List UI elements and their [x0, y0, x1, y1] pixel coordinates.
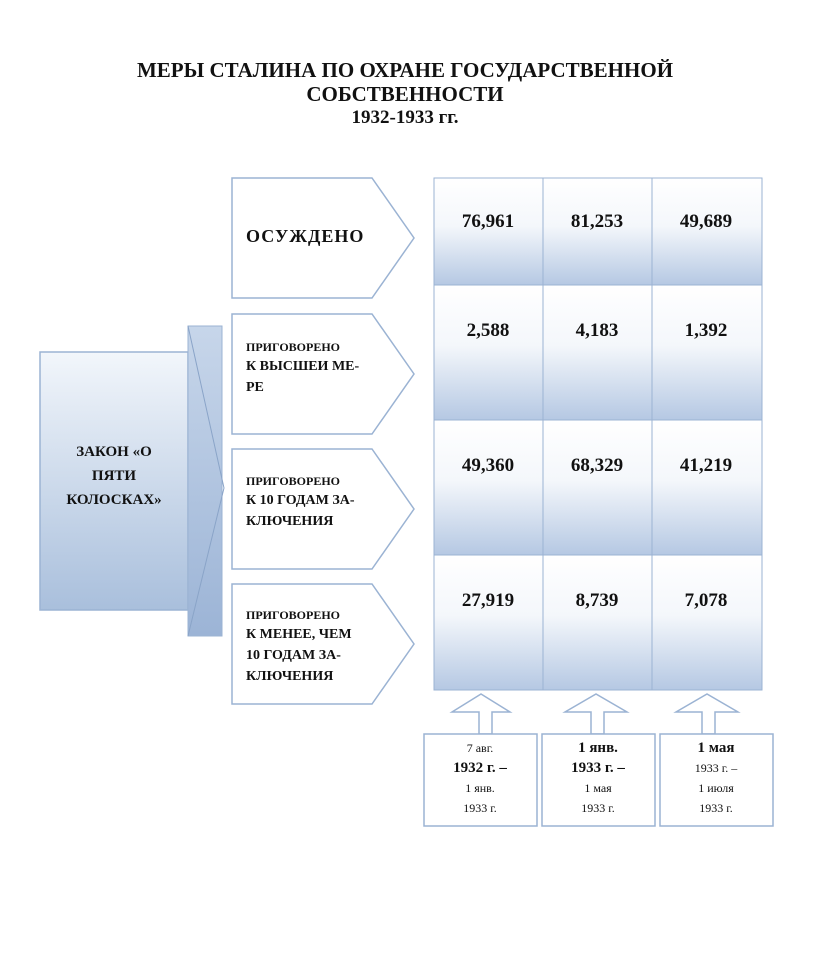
title-years: 1932-1933 гг. [351, 107, 459, 128]
period-2-start: 1 янв. [578, 740, 618, 756]
row4-line3: 10 ГОДАМ ЗА- [246, 648, 341, 663]
row2-line3: РЕ [246, 380, 264, 395]
title-line-2: СОБСТВЕННОСТИ [306, 82, 504, 106]
law-label [42, 440, 186, 512]
row4-line2: К МЕНЕЕ, ЧЕМ [246, 627, 352, 642]
cell-r4-c3: 7,078 [684, 590, 728, 611]
period-1-end: 1 янв. [465, 781, 495, 795]
row4-line4: КЛЮЧЕНИЯ [246, 669, 334, 684]
up-arrow-1 [452, 694, 510, 734]
row4-line1: ПРИГОВОРЕНО [246, 608, 341, 622]
up-arrow-3 [676, 694, 738, 734]
up-arrow-2 [565, 694, 627, 734]
law-line-3: КОЛОСКАХ» [66, 492, 162, 508]
period-2-year: 1933 г. – [571, 760, 625, 776]
period-3-end: 1 июля [698, 781, 734, 795]
cell-r3-c1: 49,360 [461, 455, 515, 476]
law-line-2: ПЯТИ [91, 468, 137, 484]
period-2 [542, 738, 654, 818]
period-3 [660, 738, 772, 818]
cell-r4-c1: 27,919 [461, 590, 515, 611]
cell-r4-c2: 8,739 [575, 590, 619, 611]
row-label-less-than-ten-years [246, 606, 352, 687]
period-3-start: 1 мая [697, 740, 735, 756]
cell-r3-c3: 41,219 [679, 455, 733, 476]
cell-r1-c2: 81,253 [570, 211, 624, 232]
period-3-end-year: 1933 г. [699, 801, 733, 815]
cell-r2-c1: 2,588 [466, 320, 510, 341]
period-2-end-year: 1933 г. [581, 801, 615, 815]
title-line-1: МЕРЫ СТАЛИНА ПО ОХРАНЕ ГОСУДАРСТВЕННОЙ [136, 58, 674, 82]
period-1-year: 1932 г. – [453, 760, 507, 776]
period-2-end: 1 мая [584, 781, 612, 795]
row-label-ten-years [246, 472, 355, 532]
row-label-death-sentence [246, 338, 359, 398]
period-1 [424, 738, 536, 818]
cell-r2-c2: 4,183 [575, 320, 619, 341]
cell-r1-c3: 49,689 [679, 211, 733, 232]
period-3-year: 1933 г. – [694, 761, 738, 775]
law-connector [188, 326, 222, 636]
row3-line3: КЛЮЧЕНИЯ [246, 514, 334, 529]
row2-line1: ПРИГОВОРЕНО [246, 340, 341, 354]
law-line-1: ЗАКОН «О [76, 444, 152, 460]
row3-line1: ПРИГОВОРЕНО [246, 474, 341, 488]
cell-r3-c2: 68,329 [570, 455, 624, 476]
data-grid [434, 178, 762, 690]
row2-line2: К ВЫСШЕИ МЕ- [246, 359, 360, 374]
row3-line2: К 10 ГОДАМ ЗА- [246, 493, 355, 508]
cell-r2-c3: 1,392 [684, 320, 728, 341]
row-label-convicted: ОСУЖДЕНО [246, 226, 365, 246]
cell-r1-c1: 76,961 [461, 211, 515, 232]
period-1-start: 7 авг. [466, 741, 494, 755]
period-1-end-year: 1933 г. [463, 801, 497, 815]
